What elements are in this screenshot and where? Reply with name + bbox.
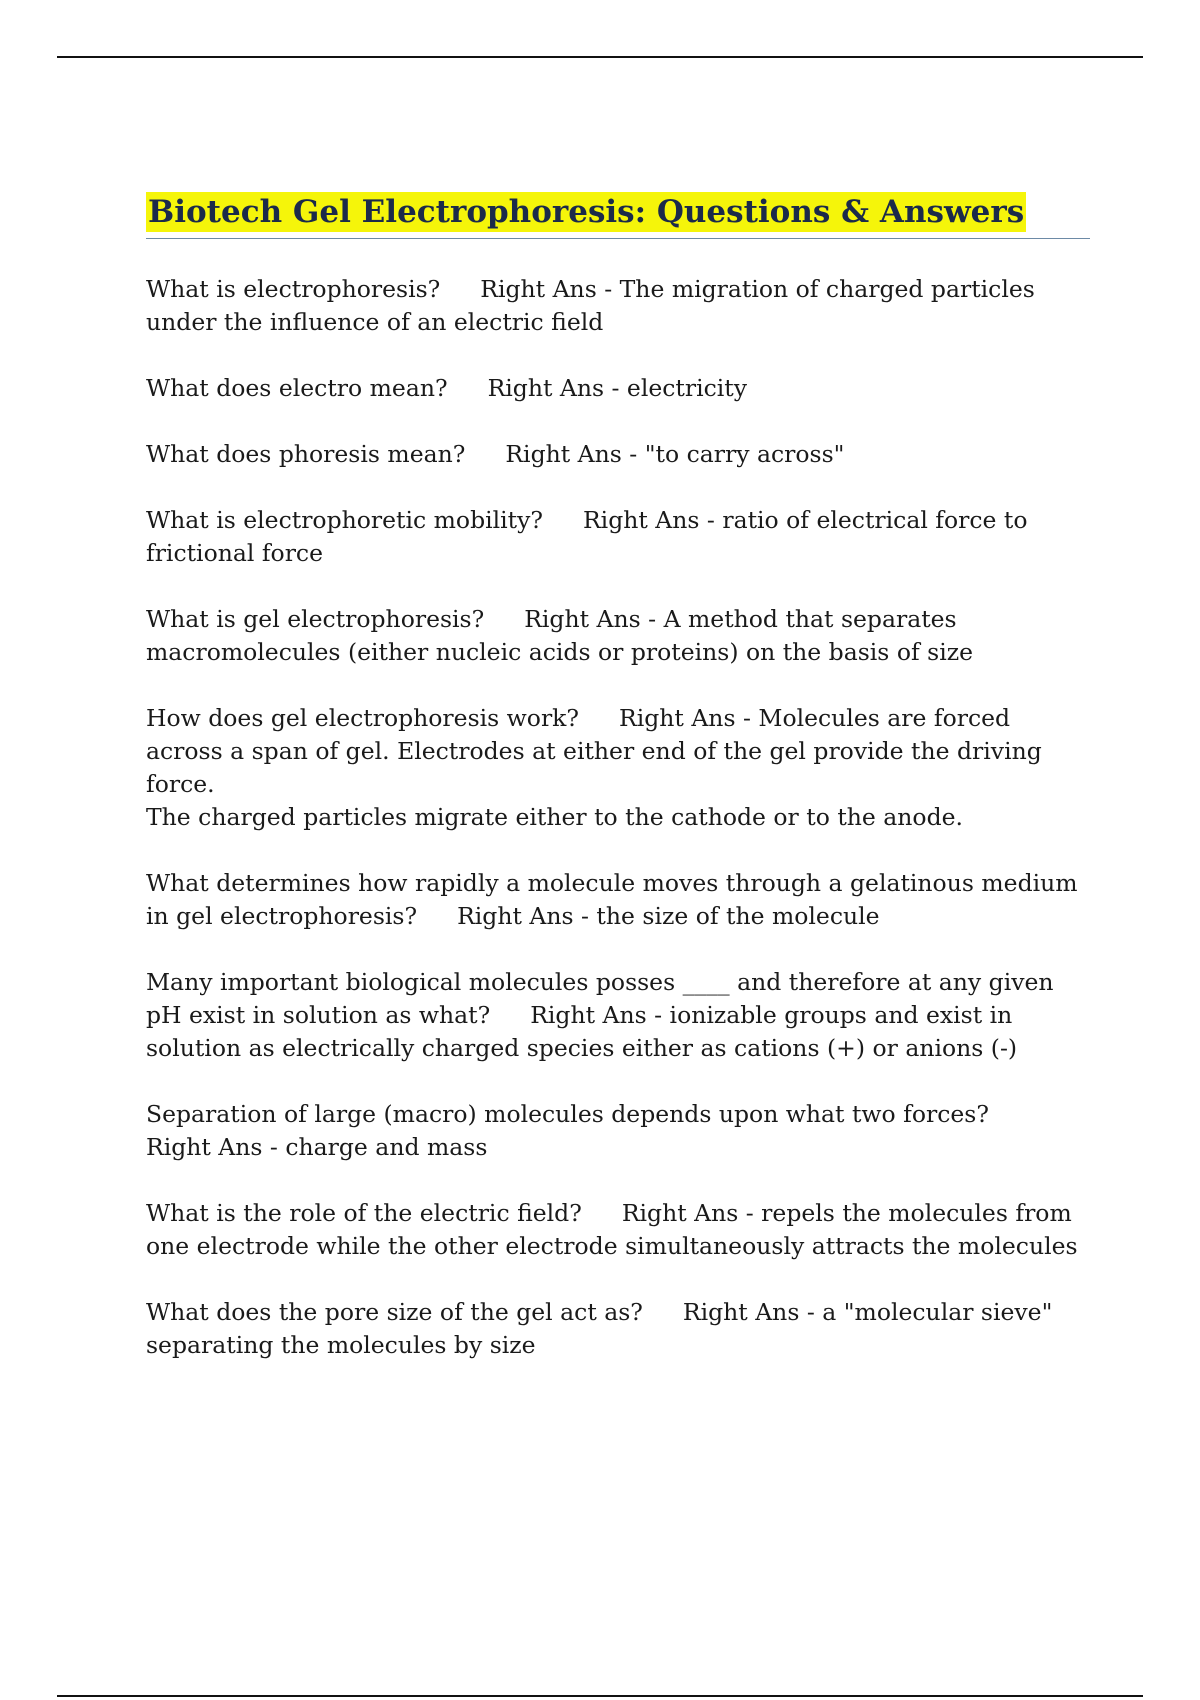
answer-text: Right Ans - "to carry across"	[505, 440, 845, 468]
qa-item	[146, 867, 1090, 933]
qa-item	[146, 504, 1090, 570]
qa-item	[146, 438, 1090, 471]
answer-text: Right Ans - Molecules are forced across a span of gel. Electrodes at either end of the gel provide the driving force. The charged particles migrate either to the cathode or to the anode.	[146, 704, 1042, 831]
question-text: Separation of large (macro) molecules depends upon what two forces?	[146, 1100, 989, 1128]
answer-text: Right Ans - The migration of charged particles under the influence of an electric field	[146, 275, 1043, 336]
question-text: What is the role of the electric field?	[146, 1199, 582, 1227]
qa-item	[146, 1296, 1090, 1362]
question-text: What is electrophoresis?	[146, 275, 441, 303]
answer-text: Right Ans - a "molecular sieve" separating the molecules by size	[146, 1298, 1060, 1359]
answer-text: Right Ans - charge and mass	[146, 1133, 488, 1161]
answer-text: Right Ans - electricity	[487, 374, 748, 402]
qa-item	[146, 966, 1090, 1065]
qa-list	[146, 273, 1090, 1362]
title-block	[146, 192, 1090, 239]
answer-text: Right Ans - repels the molecules from one electrode while the other electrode simultaneously attracts the molecules	[146, 1199, 1080, 1260]
answer-text: Right Ans - A method that separates macromolecules (either nucleic acids or proteins) on the basis of size	[146, 605, 974, 666]
question-text: What determines how rapidly a molecule moves through a gelatinous medium in gel electrophoresis?	[146, 869, 1086, 930]
question-text: What does the pore size of the gel act as?	[146, 1298, 643, 1326]
question-text: How does gel electrophoresis work?	[146, 704, 580, 732]
qa-item	[146, 1197, 1090, 1263]
document-body	[146, 192, 1090, 1395]
document-title: Biotech Gel Electrophoresis: Questions & Answers	[148, 194, 1025, 230]
question-text: What does electro mean?	[146, 374, 448, 402]
answer-text: Right Ans - ionizable groups and exist in solution as electrically charged species either as cations (+) or anions (-)	[146, 1001, 1020, 1062]
qa-item	[146, 603, 1090, 669]
bottom-rule	[57, 1695, 1143, 1697]
answer-text: Right Ans - the size of the molecule	[457, 902, 880, 930]
question-text: Many important biological molecules posses ____ and therefore at any given pH exist in solution as what?	[146, 968, 1062, 1029]
qa-item	[146, 702, 1090, 834]
question-text: What is electrophoretic mobility?	[146, 506, 543, 534]
qa-item	[146, 372, 1090, 405]
qa-item	[146, 1098, 1090, 1164]
qa-item	[146, 273, 1090, 339]
top-rule	[57, 56, 1143, 58]
question-text: What does phoresis mean?	[146, 440, 466, 468]
question-text: What is gel electrophoresis?	[146, 605, 485, 633]
answer-text: Right Ans - ratio of electrical force to frictional force	[146, 506, 1036, 567]
